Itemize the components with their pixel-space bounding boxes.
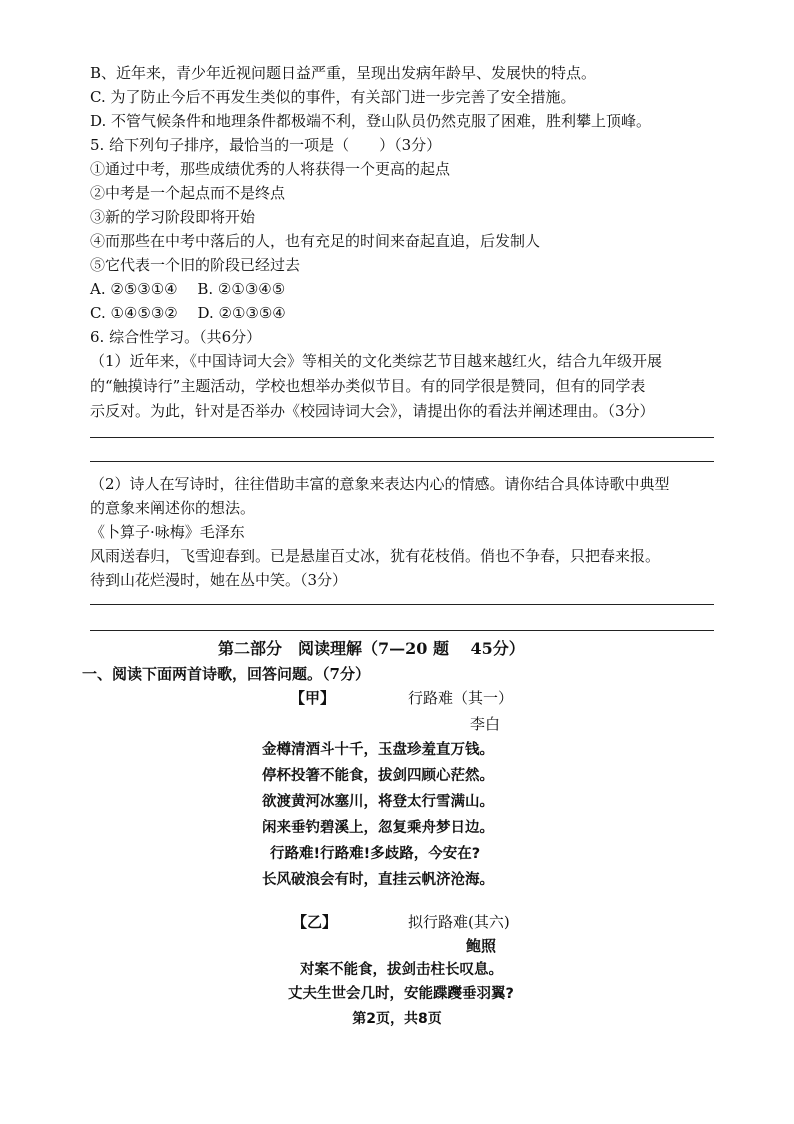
q6-part1-line-2: 的“触摸诗行”主题活动，学校也想举办类似节目。有的同学很是赞同，但有的同学表 [90,377,646,395]
q6-poem-line-2: 待到山花烂漫时，她在丛中笑。（3分） [90,571,348,589]
q5-sentence-5: ⑤它代表一个旧的阶段已经过去 [90,256,301,274]
q5-options-row-1: A. ②⑤③①④ B. ②①③④⑤ [90,280,286,298]
q6-stem: 6. 综合性学习。（共6分） [90,328,262,346]
q6-poem-title: 《卜算子·咏梅》毛泽东 [90,523,245,541]
q5-options-row-2: C. ①④⑤③② D. ②①③⑤④ [90,304,286,322]
answer-line[interactable] [90,630,714,631]
poem-yi-line-2: 丈夫生世会几时，安能蹀躞垂羽翼? [288,986,514,1002]
poem-jia-title: 行路难（其一） [408,689,514,707]
q5-sentence-4: ④而那些在中考中落后的人，也有充足的时间来奋起直追，后发制人 [90,232,541,250]
poem-yi-title: 拟行路难(其六) [408,913,510,931]
q6-part1-line-1: （1）近年来，《中国诗词大会》等相关的文化类综艺节目越来越红火，结合九年级开展 [90,352,663,370]
q6-part1-line-3: 示反对。为此，针对是否举办《校园诗词大会》，请提出你的看法并阐述理由。（3分） [90,402,655,420]
q5-sentence-2: ②中考是一个起点而不是终点 [90,184,286,202]
q6-part2-line-2: 的意象来阐述你的想法。 [90,499,256,517]
answer-line[interactable] [90,604,714,605]
q5-sentence-3: ③新的学习阶段即将开始 [90,208,256,226]
q5-sentence-1: ①通过中考，那些成绩优秀的人将获得一个更高的起点 [90,160,451,178]
section1-instruction: 一、阅读下面两首诗歌，回答问题。（7分） [82,665,370,683]
q6-part2-line-1: （2）诗人在写诗时，往往借助丰富的意象来表达内心的情感。请你结合具体诗歌中典型 [90,475,670,493]
poem-jia-line-4: 闲来垂钓碧溪上，忽复乘舟梦日边。 [262,820,494,836]
q5-stem: 5. 给下列句子排序，最恰当的一项是（ ）（3分） [90,136,442,154]
q6-poem-line-1: 风雨送春归，飞雪迎春到。已是悬崖百丈冰，犹有花枝俏。俏也不争春，只把春来报。 [90,547,661,565]
option-d: D. 不管气候条件和地理条件都极端不利，登山队员仍然克服了困难，胜利攀上顶峰。 [90,112,652,130]
answer-line[interactable] [90,461,714,462]
poem-yi-tag: 【乙】 [292,913,338,931]
poem-yi-line-1: 对案不能食，拔剑击柱长叹息。 [300,962,503,978]
poem-jia-line-1: 金樽清酒斗十千，玉盘珍羞直万钱。 [262,742,494,758]
option-c: C. 为了防止今后不再发生类似的事件，有关部门进一步完善了安全措施。 [90,88,576,106]
poem-jia-line-2: 停杯投箸不能食，拔剑四顾心茫然。 [262,768,494,784]
poem-jia-line-3: 欲渡黄河冰塞川，将登太行雪满山。 [262,794,494,810]
poem-jia-tag: 【甲】 [290,689,336,707]
option-b: B、近年来，青少年近视问题日益严重，呈现出发病年龄早、发展快的特点。 [90,64,597,82]
poem-jia-line-5: 行路难!行路难!多歧路，今安在? [270,846,481,862]
answer-line[interactable] [90,437,714,438]
poem-yi-author: 鲍照 [466,937,497,955]
poem-jia-author: 李白 [470,715,501,733]
part2-title: 第二部分 阅读理解（7—20 题 45分） [218,639,525,658]
page-footer: 第2页，共8页 [352,1011,442,1027]
poem-jia-line-6: 长风破浪会有时，直挂云帆济沧海。 [262,872,494,888]
